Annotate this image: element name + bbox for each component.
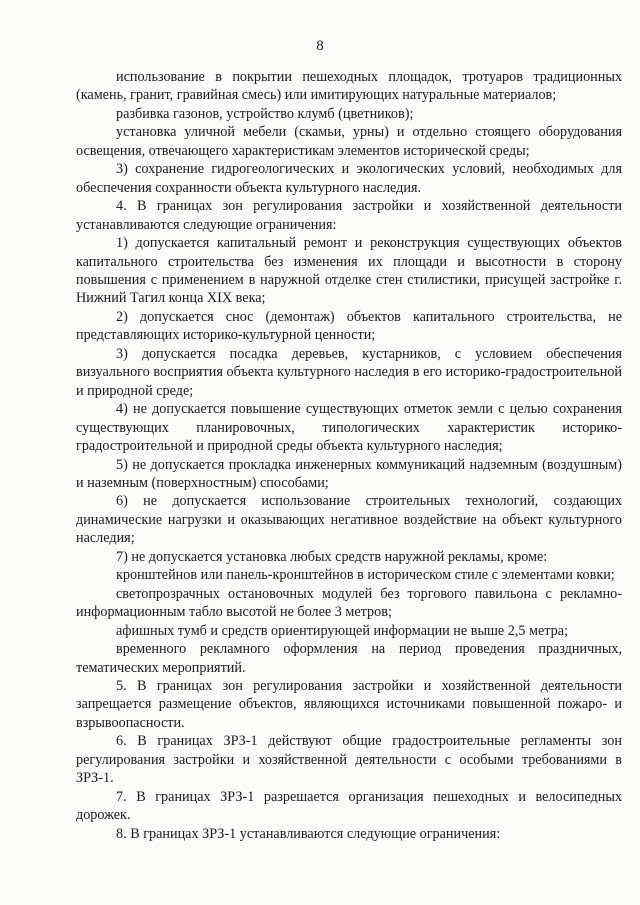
paragraph: афишных тумб и средств ориентирующей информации не выше 2,5 метра; — [116, 622, 569, 639]
paragraph: 7) не допускается установка любых средств наружной рекламы, кроме: — [116, 548, 548, 565]
paragraph: временного рекламного оформления на период проведения праздничных, тематических мероприятий. — [76, 641, 622, 676]
paragraph: 5) не допускается прокладка инженерных коммуникаций надземным (воздушным) и наземным (поверхностным) способами; — [76, 456, 622, 491]
paragraph: использование в покрытии пешеходных площадок, тротуаров традиционных (камень, гранит, гравийная смесь) или имитирующих натуральные материалов; — [76, 69, 622, 104]
paragraph: 4) не допускается повышение существующих отметок земли с целью сохранения существующих планировочных, типологических характеристик историко-градостроительной и природной среды объекта культурного наследия; — [76, 401, 622, 455]
paragraph: 1) допускается капитальный ремонт и реконструкция существующих объектов капитального строительства без изменения их площади и высотности в сторону повышения с применением в наружной отделке стен стилистики, присущей застройке г. Нижний Тагил конца XIX века; — [76, 235, 622, 307]
paragraph: 4. В границах зон регулирования застройки и хозяйственной деятельности устанавливаются следующие ограничения: — [76, 198, 622, 233]
paragraph: 6. В границах ЗРЗ-1 действуют общие градостроительные регламенты зон регулирования застройки и хозяйственной деятельности с особыми требованиями в ЗРЗ-1. — [76, 733, 622, 787]
paragraph: светопрозрачных остановочных модулей без торгового павильона с рекламно-информационным табло высотой не более 3 метров; — [76, 585, 622, 621]
document-body — [76, 68, 622, 843]
paragraph: 8. В границах ЗРЗ-1 устанавливаются следующие ограничения: — [116, 825, 501, 842]
paragraph: 3) сохранение гидрогеологических и экологических условий, необходимых для обеспечения сохранности объекта культурного наследия. — [76, 161, 622, 196]
page-number: 8 — [316, 38, 324, 54]
paragraph: кронштейнов или панель-кронштейнов в историческом стиле с элементами ковки; — [116, 567, 615, 584]
paragraph: 6) не допускается использование строительных технологий, создающих динамические нагрузки и оказывающих негативное воздействие на объект культурного наследия; — [76, 493, 622, 547]
paragraph: 3) допускается посадка деревьев, кустарников, с условием обеспечения визуального восприятия объекта культурного наследия в его историко-градостроительной и природной среде; — [76, 345, 622, 399]
paragraph: установка уличной мебели (скамьи, урны) и отдельно стоящего оборудования освещения, отвечающего характеристикам элементов исторической среды; — [76, 124, 622, 159]
paragraph: 5. В границах зон регулирования застройки и хозяйственной деятельности запрещается размещение объектов, являющихся источниками повышенной пожаро- и взрывоопасности. — [76, 677, 622, 731]
paragraph: разбивка газонов, устройство клумб (цветников); — [116, 105, 414, 122]
paragraph: 2) допускается снос (демонтаж) объектов капитального строительства, не представляющих историко-культурной ценности; — [76, 308, 622, 344]
paragraph: 7. В границах ЗРЗ-1 разрешается организация пешеходных и велосипедных дорожек. — [76, 788, 622, 824]
